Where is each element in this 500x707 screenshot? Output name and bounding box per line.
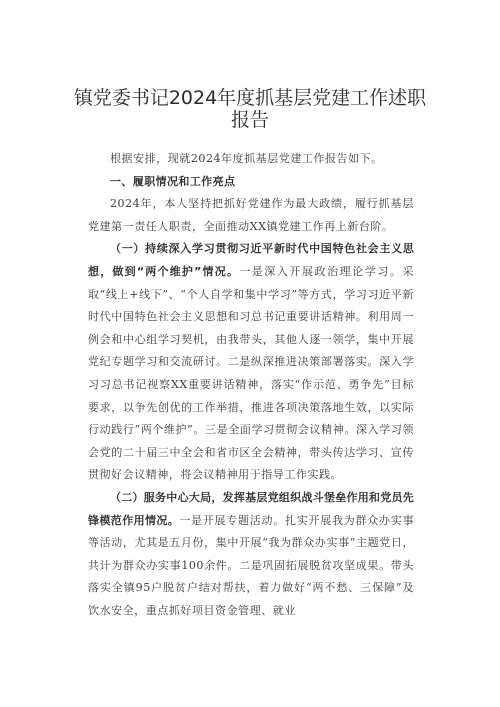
subsection-heading-service: （二）服务中心大局，发挥基层党组织战斗堡垒作用和党员先锋模范作用情况。 [88, 490, 414, 527]
subsection-heading-study: （一）持续深入学习贯彻习近平新时代中国特色社会主义思想，做到“两个维护”情况。 [88, 242, 414, 278]
intro-paragraph: 根据安排，现就2024年度抓基层党建工作报告如下。 [110, 152, 383, 165]
paragraph-study-body: 一是深入开展政治理论学习。采取“线上+线下”、“个人自学和集中学习”等方式，学习习近平新时代中国特色社会主义思想和习总书记重要讲话精神。利用周一例会和中心组学习契机，由我带头，其他人逐一领学，集中开展党纪专题学习和交流研讨。二是纵深推进决策部署落实。深入学习习总书记视察XX重要讲话精神，落实“作示范、勇争先”目标要求，以争先创优的工作举措，推进各项决策落地生效，以实际行动践行“两个维护”。三是全面学习贯彻会议精神。深入学习领会党的二十届三中全会和省市区全会精神，带头传达学习、宣传贯彻好会议精神，将会议精神用于指导工作实践。 [88, 264, 415, 482]
document-body [88, 148, 414, 622]
paragraph-service [88, 487, 414, 623]
paragraph-overview: 2024年，本人坚持把抓好党建作为最大政绩，履行抓基层党建第一责任人职责，全面推动XX镇党建工作再上新台阶。 [88, 197, 414, 233]
paragraph-service-body: 一是开展专题活动。扎实开展我为群众办实事等活动，尤其是五月份，集中开展“我为群众办实事”主题党日，共计为群众办实事100余件。二是巩固拓展脱贫攻坚成果。带头落实全镇95户脱贫户结对帮扶，着力做好“两不愁、三保障”及饮水安全，重点抓好项目资金管理、就业 [88, 513, 414, 617]
document-title: 镇党委书记2024年度抓基层党建工作述职报告 [73, 87, 427, 131]
section-heading: 一、履职情况和工作亮点 [110, 174, 236, 188]
paragraph-study [88, 238, 414, 487]
